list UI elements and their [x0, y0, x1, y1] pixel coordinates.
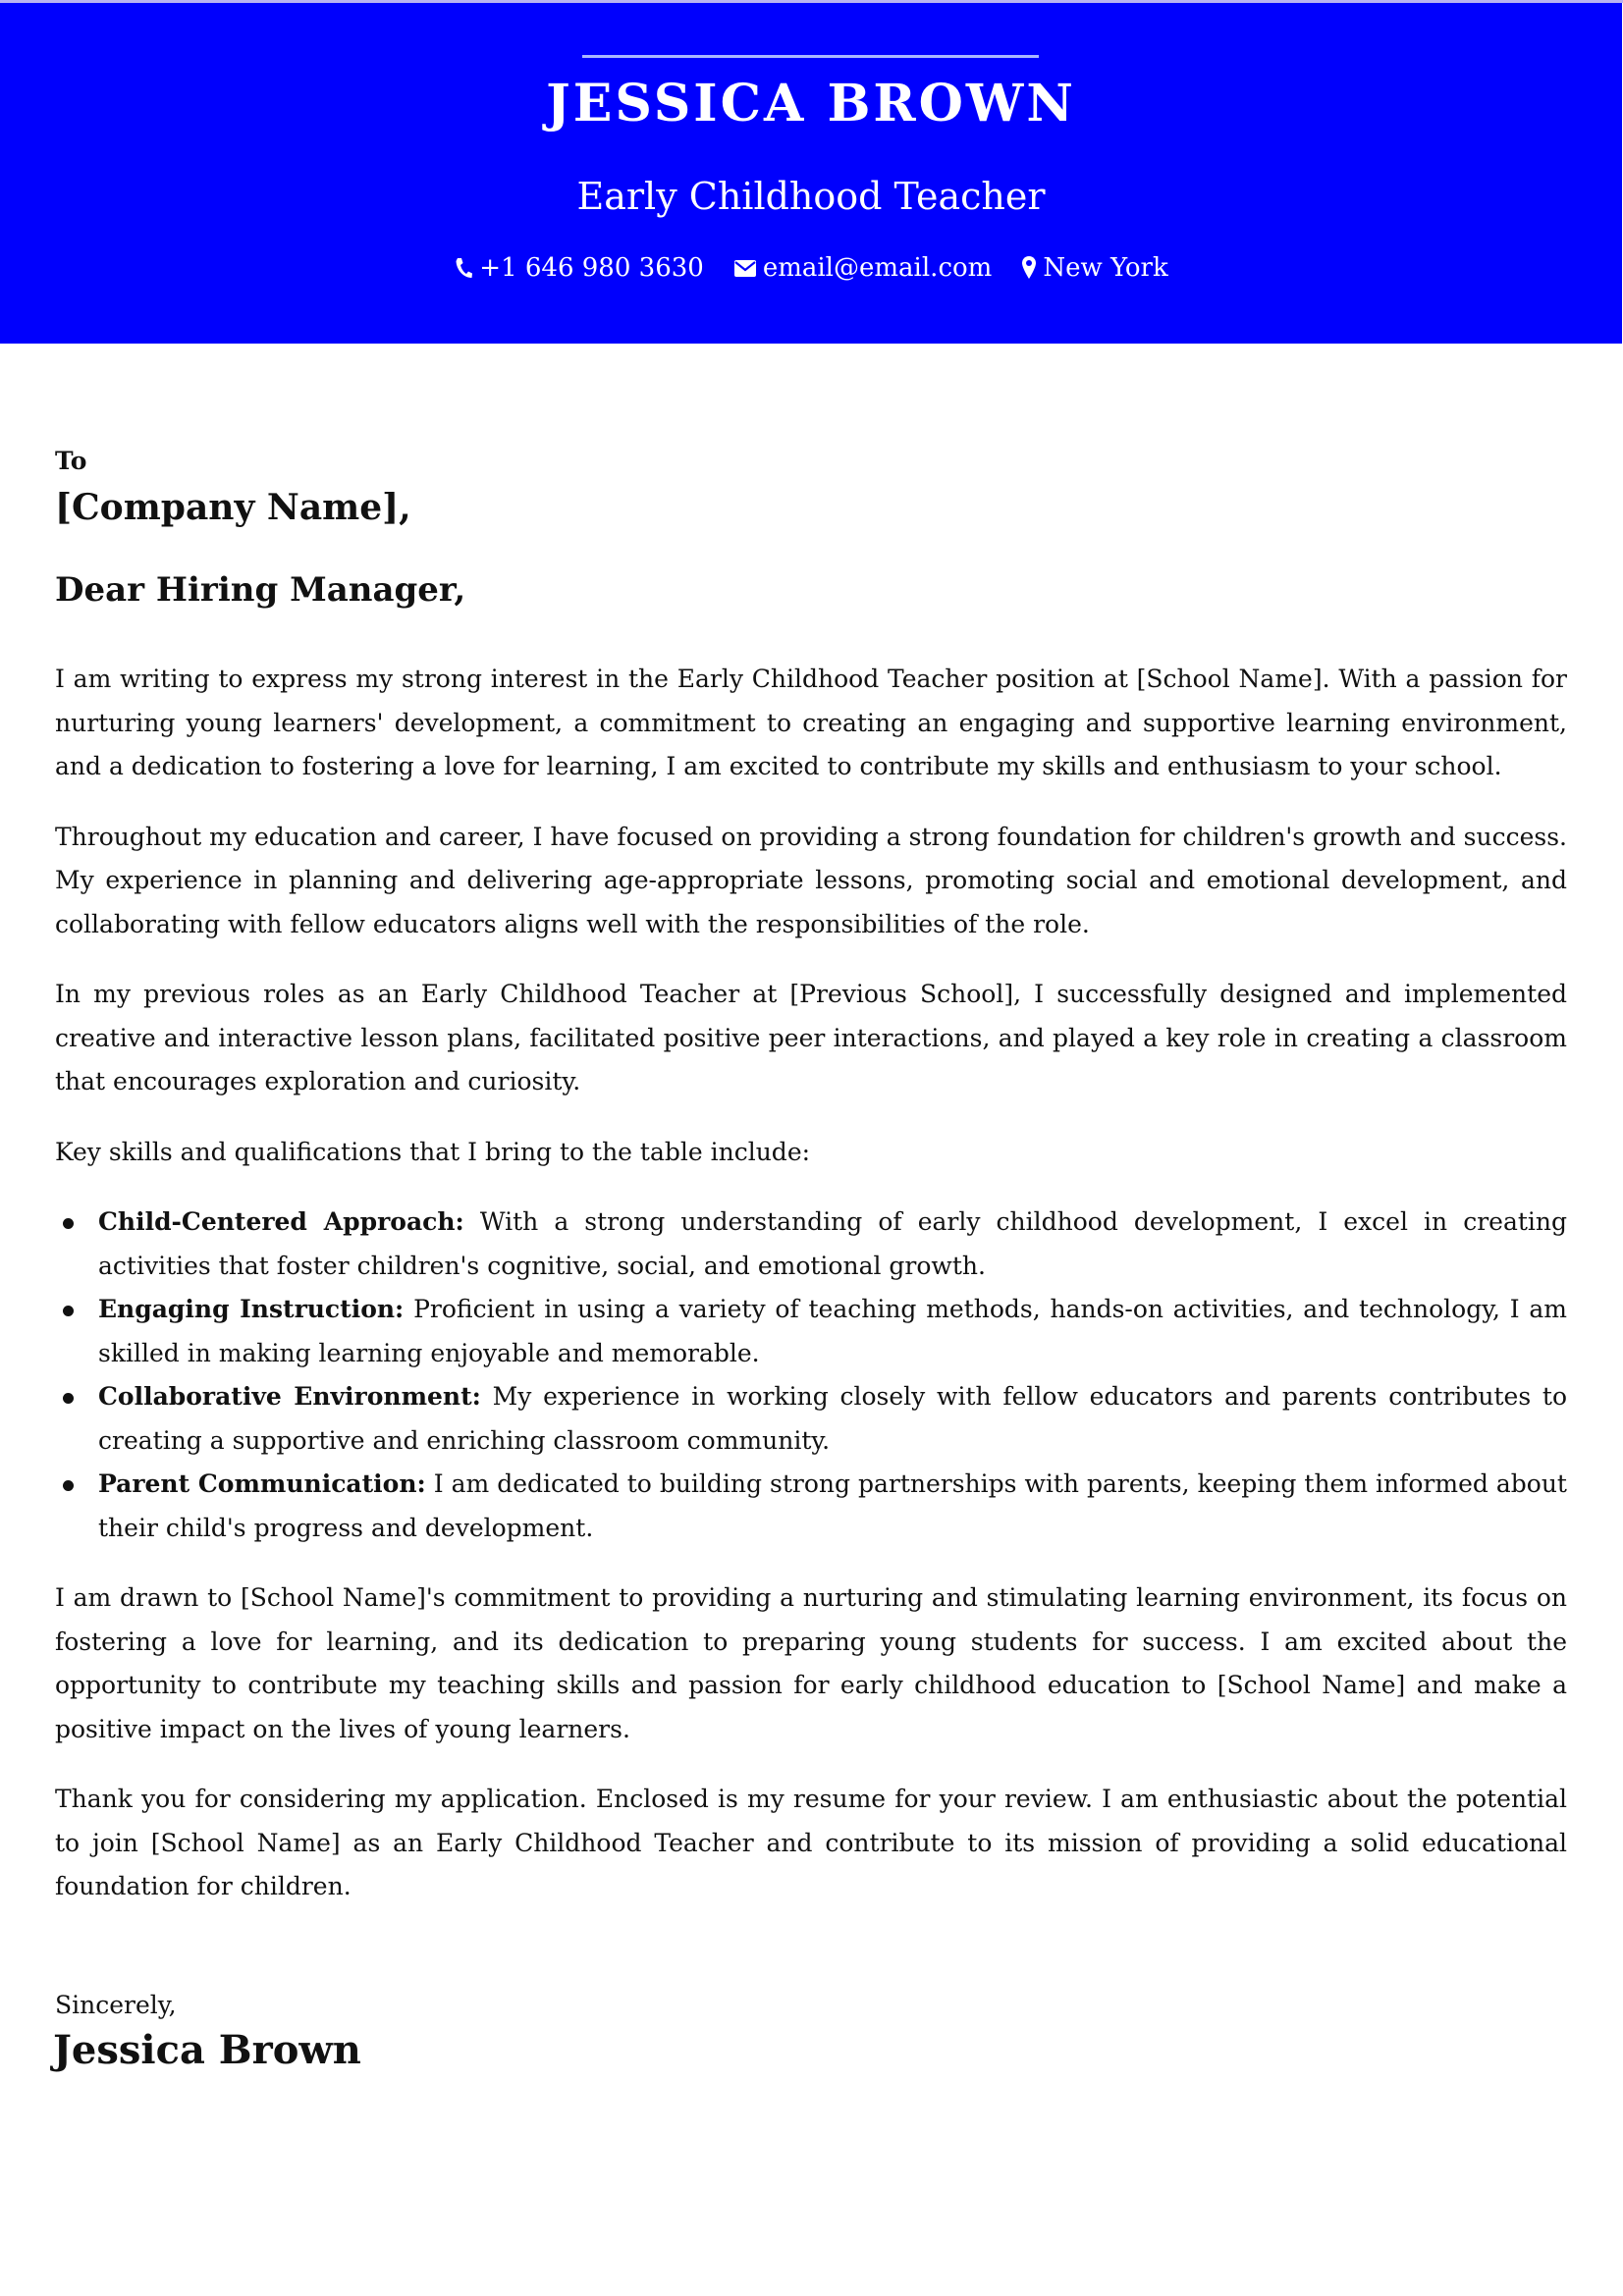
phone-text: +1 646 980 3630: [479, 253, 704, 283]
bullet-icon: [63, 1306, 74, 1316]
location-text: New York: [1043, 253, 1168, 283]
recipient-label: To: [55, 447, 87, 475]
bullet-icon: [63, 1393, 74, 1404]
envelope-icon: [733, 257, 757, 279]
body-paragraph: Throughout my education and career, I have focused on providing a strong foundation for children's growth and success. My experience in planning and delivering age-appropriate lessons, promoting social and emotional development, and collaborating with fellow educators aligns well with the responsibilities of the role.: [55, 822, 1567, 938]
list-item: [55, 1288, 1567, 1375]
skill-text: I am dedicated to building strong partnerships with parents, keeping them informed about their child's progress and development.: [98, 1469, 1567, 1542]
email-text: email@email.com: [762, 253, 993, 283]
body-paragraph: I am writing to express my strong interest in the Early Childhood Teacher position at [School Name]. With a passion for nurturing young learners' development, a commitment to creating an engaging and supportive learning environment, and a dedication to fostering a love for learning, I am excited to contribute my skills and enthusiasm to your school.: [55, 665, 1567, 780]
header-divider: [582, 55, 1039, 58]
list-item: [55, 1463, 1567, 1550]
skill-title: Child-Centered Approach:: [98, 1207, 464, 1236]
letter-header: [0, 3, 1622, 344]
body-paragraph: I am drawn to [School Name]'s commitment to providing a nurturing and stimulating learning environment, its focus on fostering a love for learning, and its dedication to preparing young students for success. I am excited about the opportunity to contribute my teaching skills and passion for early childhood education to [School Name] and make a positive impact on the lives of young learners.: [55, 1583, 1567, 1743]
job-title: Early Childhood Teacher: [576, 175, 1046, 218]
skill-title: Engaging Instruction:: [98, 1295, 405, 1323]
contact-phone: [454, 250, 704, 286]
applicant-name: JESSICA BROWN: [546, 74, 1076, 133]
contact-location: [1021, 250, 1167, 286]
skill-text: With a strong understanding of early childhood development, I excel in creating activities that foster children's cognitive, social, and emotional growth.: [98, 1207, 1568, 1280]
signature-name: Jessica Brown: [53, 2026, 361, 2073]
bullet-icon: [63, 1218, 74, 1229]
skill-title: Parent Communication:: [98, 1469, 426, 1498]
skill-text: Proficient in using a variety of teaching methods, hands-on activities, and technology, I am skilled in making learning enjoyable and memorable.: [98, 1295, 1568, 1367]
contact-info: [0, 250, 1622, 286]
skills-intro: Key skills and qualifications that I bring to the table include:: [55, 1137, 811, 1166]
skills-list: [55, 1201, 1567, 1550]
list-item: [55, 1201, 1567, 1288]
skill-title: Collaborative Environment:: [98, 1382, 481, 1411]
contact-email: [733, 250, 992, 286]
closing-phrase: Sincerely,: [55, 1990, 177, 2019]
body-paragraph: In my previous roles as an Early Childhood Teacher at [Previous School], I successfully designed and implemented creative and interactive lesson plans, facilitated positive peer interactions, and played a key role in creating a classroom that encourages exploration and curiosity.: [55, 980, 1567, 1095]
recipient-company: [Company Name],: [55, 487, 411, 528]
bullet-icon: [63, 1480, 74, 1491]
salutation: Dear Hiring Manager,: [55, 570, 466, 610]
skill-text: My experience in working closely with fellow educators and parents contributes to creating a supportive and enriching classroom community.: [98, 1382, 1568, 1455]
list-item: [55, 1375, 1567, 1463]
body-paragraph: Thank you for considering my application. Enclosed is my resume for your review. I am enthusiastic about the potential to join [School Name] as an Early Childhood Teacher and contribute to its mission of providing a solid educational foundation for children.: [55, 1785, 1567, 1900]
map-pin-icon: [1021, 255, 1037, 281]
letter-body: [55, 440, 1567, 2076]
phone-icon: [454, 256, 473, 280]
